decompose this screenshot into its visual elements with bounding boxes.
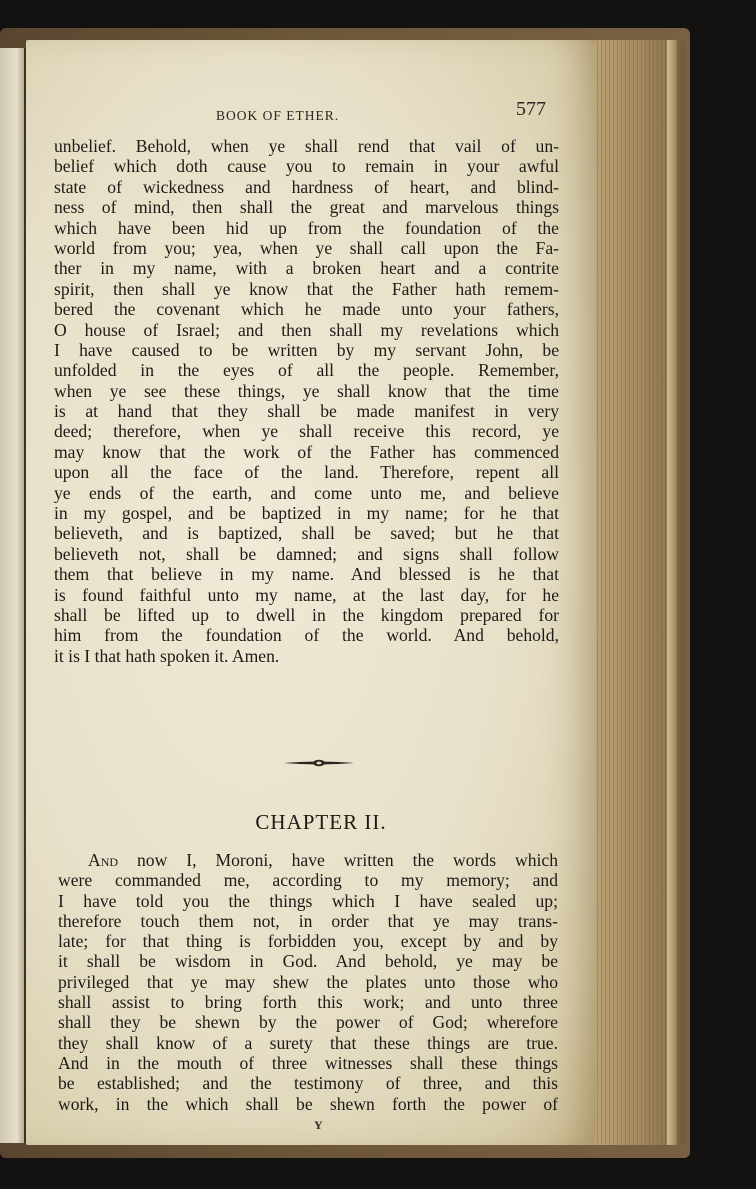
text-line: upon all the face of the land. Therefore, repent all: [54, 462, 559, 483]
text-line: [58, 850, 558, 870]
text-line: shall they be shewn by the power of God; wherefore: [58, 1012, 558, 1033]
text-line: therefore touch them not, in order that ye may trans-: [58, 910, 558, 931]
text-line: deed; therefore, when ye shall receive this record, ye: [54, 421, 559, 442]
text-line: bered the covenant which he made unto your fathers,: [54, 299, 559, 320]
book-page: [26, 40, 596, 1145]
text-line: unbelief. Behold, when ye shall rend that vail of un-: [54, 136, 559, 156]
text-line: ther in my name, with a broken heart and a contrite: [54, 258, 559, 279]
text-line: which have been hid up from the foundation of the: [54, 217, 559, 238]
text-line: them that believe in my name. And blessed is he that: [54, 564, 559, 585]
text-line: I have caused to be written by my servant John, be: [54, 339, 559, 360]
text-line: state of wickedness and hardness of heart, and blind-: [54, 176, 559, 197]
ornament-divider-icon: [284, 757, 354, 769]
running-head: BOOK OF ETHER.: [216, 108, 340, 123]
text-line: were commanded me, according to my memory; and: [58, 870, 558, 891]
text-line: believeth, and is baptized, shall be saved; but he that: [54, 523, 559, 544]
text-line: it is I that hath spoken it. Amen.: [54, 645, 280, 666]
lead-word: And: [88, 850, 119, 870]
text-line: is found faithful unto my name, at the last day, for he: [54, 584, 559, 605]
text-line: ness of mind, then shall the great and marvelous things: [54, 197, 559, 218]
text-line: spirit, then shall ye know that the Father hath remem-: [54, 278, 559, 299]
paragraph-2: [58, 850, 558, 1114]
text-line: shall be lifted up to dwell in the kingdom prepared for: [54, 604, 559, 625]
text-line: shall assist to bring forth this work; and unto three: [58, 992, 558, 1013]
signature-mark: Y: [314, 1118, 323, 1132]
text-line: in my gospel, and be baptized in my name; for he that: [54, 503, 559, 524]
text-line: O house of Israel; and then shall my revelations which: [54, 319, 559, 340]
text-line: ye ends of the earth, and come unto me, and believe: [54, 482, 559, 503]
text-line: belief which doth cause you to remain in your awful: [54, 156, 559, 177]
text-line: be established; and the testimony of three, and this: [58, 1073, 558, 1094]
text-line: unfolded in the eyes of all the people. Remember,: [54, 360, 559, 381]
text-line: it shall be wisdom in God. And behold, ye may be: [58, 951, 558, 972]
text-line: may know that the work of the Father has commenced: [54, 441, 559, 462]
text-line: him from the foundation of the world. And behold,: [54, 625, 559, 646]
left-page-edge: [0, 48, 26, 1143]
text-line: they shall know of a surety that these things are true.: [58, 1032, 558, 1053]
text-line: believeth not, shall be damned; and signs shall follow: [54, 543, 559, 564]
text-line: world from you; yea, when ye shall call upon the Fa-: [54, 237, 559, 258]
chapter-title: CHAPTER II.: [255, 810, 387, 834]
text-line: work, in the which shall be shewn forth the power of: [58, 1093, 558, 1114]
text-line: late; for that thing is forbidden you, except by and by: [58, 931, 558, 952]
text-line: privileged that ye may shew the plates unto those who: [58, 971, 558, 992]
page-number: 577: [516, 98, 546, 120]
text-line: And in the mouth of three witnesses shall these things: [58, 1052, 558, 1073]
text-line: is at hand that they shall be made manifest in very: [54, 401, 559, 422]
text-line-rest: now I, Moroni, have written the words which: [118, 850, 558, 870]
text-line: I have told you the things which I have sealed up;: [58, 890, 558, 911]
paragraph-1: [54, 136, 559, 666]
text-line: when ye see these things, ye shall know that the time: [54, 380, 559, 401]
